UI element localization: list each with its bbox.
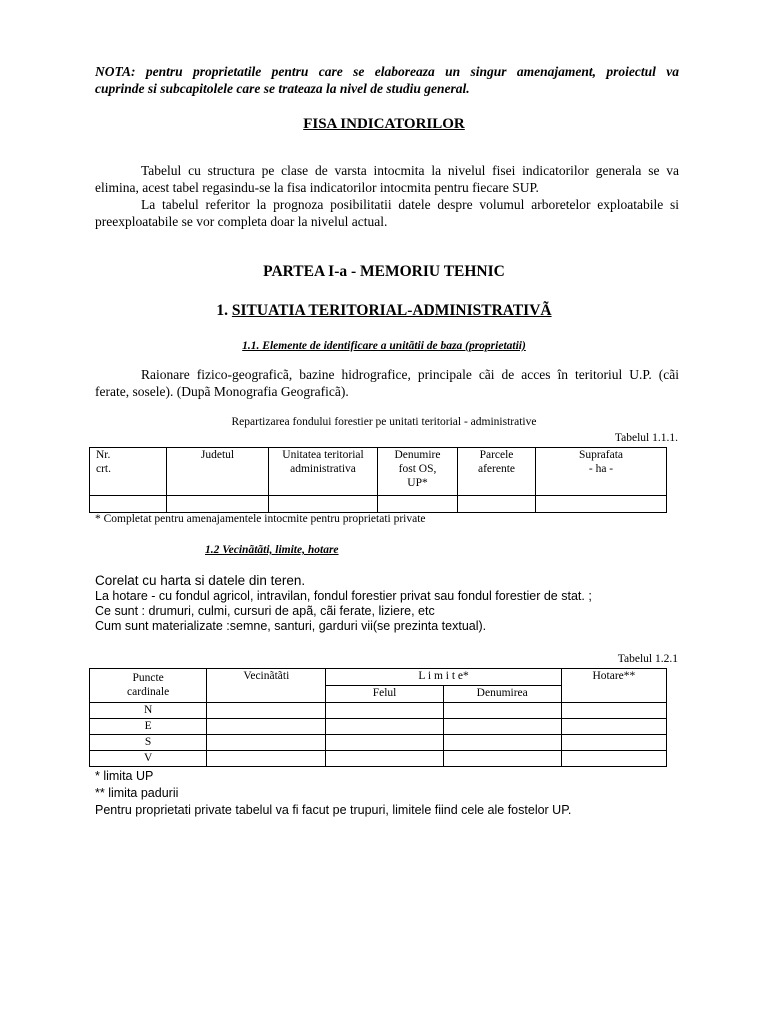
t2-cell: [326, 735, 443, 751]
fisa-p1-line-1: Tabelul cu structura pe clase de varsta intocmita la nivelul fisei indicatorilor generala se va: [141, 163, 679, 178]
t2-cell: [207, 719, 326, 735]
t1-header-denumire: Denumire fost OS, UP*: [378, 448, 458, 496]
t2-header-denumirea: Denumirea: [443, 686, 561, 703]
sub12-line-2: La hotare - cu fondul agricol, intravilan, fondul forestier privat sau fondul forestier de stat. ;: [95, 589, 592, 603]
t2-header-puncte: Puncte cardinale: [90, 669, 207, 703]
t2-row-n: N: [90, 703, 207, 719]
fisa-title: FISA INDICATORILOR: [303, 116, 465, 132]
table-2: [89, 668, 667, 767]
table-2-ref: Tabelul 1.2.1: [617, 653, 678, 665]
t2-cell: [561, 735, 666, 751]
t1-cell: [90, 496, 167, 513]
t2-cell: [443, 703, 561, 719]
fisa-p1-line-2: elimina, acest tabel regasindu-se la fisa indicatorilor intocmita pentru fiecare SUP.: [95, 180, 539, 195]
t2-cell: [207, 735, 326, 751]
footnote-limita-padurii: ** limita padurii: [95, 786, 179, 800]
t2-cell: [561, 751, 666, 767]
table-1-footnote: * Completat pentru amenajamentele intocmite pentru proprietati private: [95, 513, 426, 525]
t1-header-unitatea: Unitatea teritorial administrativa: [269, 448, 378, 496]
footnote-proprietati-private: Pentru proprietati private tabelul va fi facut pe trupuri, limitele fiind cele ale fostelor UP.: [95, 803, 572, 817]
sub11-line-1: Raionare fizico-geograficã, bazine hidrografice, principale cãi de acces în teritoriul U.P. (cãi: [141, 367, 679, 382]
table-2-footnotes: [95, 768, 571, 819]
table-1-caption: Repartizarea fondului forestier pe unitati teritorial - administrative: [231, 416, 537, 428]
partea-title: PARTEA I-a - MEMORIU TEHNIC: [263, 263, 505, 280]
fisa-p2-line-1: La tabelul referitor la prognoza posibilitatii datele despre volumul arboretelor exploatabile si: [141, 197, 679, 212]
nota-line-2: cuprinde si subcapitolele care se trateaza la nivel de studiu general.: [95, 81, 470, 96]
section-1-text: SITUATIA TERITORIAL-ADMINISTRATIVÃ: [231, 302, 552, 319]
t2-row-s: S: [90, 735, 207, 751]
t2-header-vecinatati: Vecinãtãti: [207, 669, 326, 703]
t1-cell: [536, 496, 667, 513]
nota-line-1: NOTA: pentru proprietatile pentru care se elaboreaza un singur amenajament, proiectul va: [95, 64, 679, 79]
t1-header-judetul: Judetul: [167, 448, 269, 496]
t2-cell: [207, 751, 326, 767]
nota-paragraph: [95, 63, 679, 97]
t2-row-e: E: [90, 719, 207, 735]
subsection-1-1-text: [95, 366, 679, 400]
t2-cell: [207, 703, 326, 719]
table-1: [89, 447, 667, 513]
t2-header-hotare: Hotare**: [561, 669, 666, 703]
t2-header-felul: Felul: [326, 686, 443, 703]
t2-cell: [326, 751, 443, 767]
t2-cell: [561, 719, 666, 735]
t2-cell: [443, 719, 561, 735]
footnote-limita-up: * limita UP: [95, 769, 154, 783]
fisa-paragraph-1: [95, 162, 679, 196]
t2-cell: [443, 735, 561, 751]
sub11-line-2: ferate, sosele). (Dupã Monografia Geograficã).: [95, 384, 349, 399]
subsection-1-1-title: 1.1. Elemente de identificare a unitãtii de baza (proprietatii): [242, 340, 526, 352]
t1-cell: [269, 496, 378, 513]
sub12-line-3: Ce sunt : drumuri, culmi, cursuri de apã, cãi ferate, liziere, etc: [95, 604, 435, 618]
fisa-p2-line-2: preexploatabile se vor completa doar la nivelul actual.: [95, 214, 388, 229]
t2-cell: [326, 703, 443, 719]
subsection-1-2-text: [95, 572, 592, 634]
t2-cell: [561, 703, 666, 719]
t1-cell: [458, 496, 536, 513]
sub12-line-4: Cum sunt materializate :semne, santuri, garduri vii(se prezinta textual).: [95, 619, 487, 633]
table-1-ref: Tabelul 1.1.1.: [614, 432, 678, 444]
section-1-number: 1.: [216, 302, 229, 319]
t2-cell: [443, 751, 561, 767]
subsection-1-2-title: 1.2 Vecinãtãti, limite, hotare: [205, 544, 339, 556]
t1-cell: [167, 496, 269, 513]
t2-row-v: V: [90, 751, 207, 767]
t1-header-nr: Nr. crt.: [90, 448, 167, 496]
fisa-paragraph-2: [95, 196, 679, 230]
t1-cell: [378, 496, 458, 513]
sub12-line-1: Corelat cu harta si datele din teren.: [95, 573, 306, 588]
t1-header-parcele: Parcele aferente: [458, 448, 536, 496]
t2-header-limite: L i m i t e*: [326, 669, 561, 686]
t1-header-suprafata: Suprafata - ha -: [536, 448, 667, 496]
section-1-title: [0, 302, 768, 320]
t2-cell: [326, 719, 443, 735]
